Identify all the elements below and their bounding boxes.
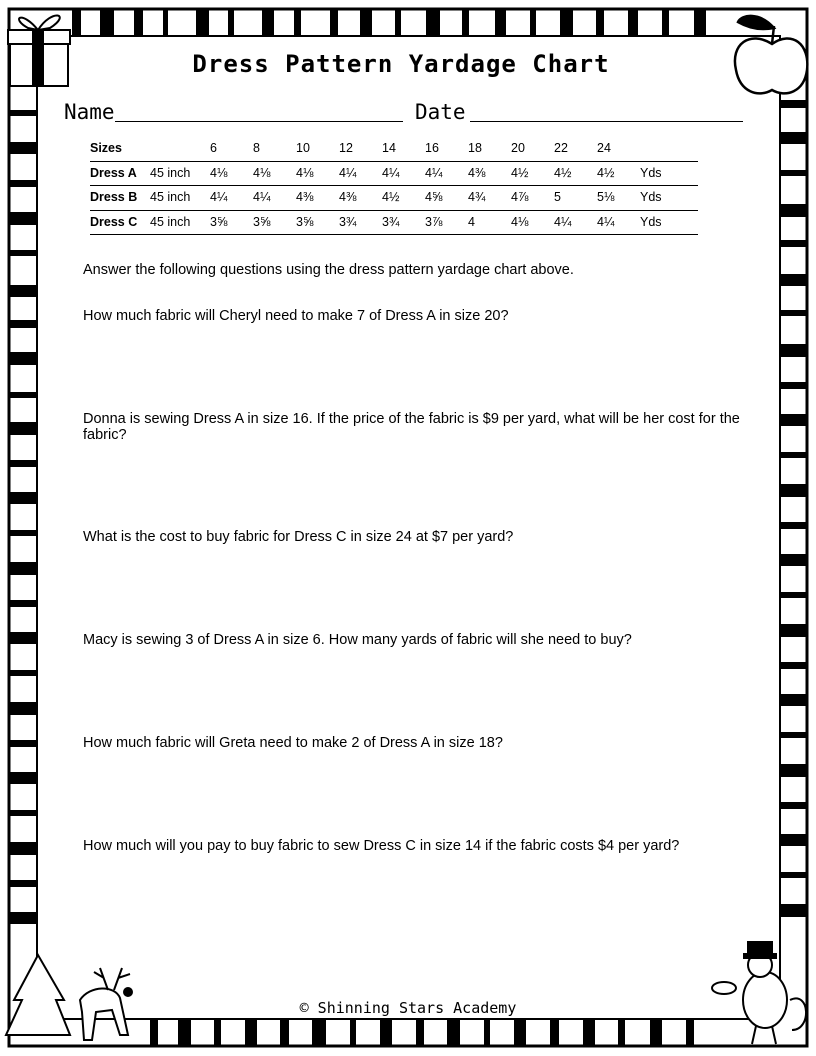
question-3: What is the cost to buy fabric for Dress C in size 24 at $7 per yard? <box>83 529 514 545</box>
chart-row-dress-b <box>90 186 698 211</box>
question-4: Macy is sewing 3 of Dress A in size 6. How many yards of fabric will she need to buy? <box>83 632 632 648</box>
size-header: 16 <box>425 141 439 155</box>
yardage-cell: 3¾ <box>339 214 357 229</box>
yardage-cell: 3⅝ <box>296 214 314 229</box>
yardage-cell: 5⅛ <box>597 190 615 204</box>
name-field[interactable] <box>115 121 403 122</box>
size-header: 12 <box>339 141 353 155</box>
yardage-cell: 4½ <box>382 190 400 204</box>
question-2: Donna is sewing Dress A in size 16. If the price of the fabric is $9 per yard, what will be her cost for the fabric? <box>83 411 740 443</box>
footer-credit: © Shinning Stars Academy <box>299 999 517 1017</box>
size-header: 18 <box>468 141 482 155</box>
size-header: 14 <box>382 141 396 155</box>
yardage-cell: 4⅜ <box>468 165 486 180</box>
yardage-cell: 4¼ <box>339 165 357 180</box>
question-6: How much will you pay to buy fabric to sew Dress C in size 14 if the fabric costs $4 per yard? <box>83 838 680 854</box>
yardage-cell: 4⅜ <box>339 190 357 204</box>
yardage-cell: 4⅜ <box>296 190 314 204</box>
yardage-cell: 4⅝ <box>425 190 443 204</box>
size-header: 20 <box>511 141 525 155</box>
size-header: 10 <box>296 141 310 155</box>
yardage-cell: 4⅞ <box>511 190 529 204</box>
chart-row-dress-a <box>90 162 698 187</box>
sizes-header: Sizes <box>90 141 122 155</box>
dress-name: Dress C <box>90 214 138 229</box>
unit-label: Yds <box>640 214 662 229</box>
turkey-pilgrim-icon <box>712 942 806 1044</box>
unit-label: Yds <box>640 165 662 180</box>
yardage-cell: 3⅝ <box>253 214 271 229</box>
question-1: How much fabric will Cheryl need to make 7 of Dress A in size 20? <box>83 308 509 324</box>
yardage-cell: 4¼ <box>210 190 228 204</box>
unit-label: Yds <box>640 190 662 204</box>
yardage-cell: 3¾ <box>382 214 400 229</box>
yardage-cell: 5 <box>554 190 561 204</box>
fabric-width: 45 inch <box>150 214 191 229</box>
chart-header-row <box>90 137 698 162</box>
yardage-chart <box>90 137 698 235</box>
yardage-cell: 4⅛ <box>253 165 271 180</box>
yardage-cell: 4¼ <box>425 165 443 180</box>
yardage-cell: 4¼ <box>554 214 572 229</box>
yardage-cell: 4½ <box>597 165 615 180</box>
size-header: 8 <box>253 141 260 155</box>
yardage-cell: 4¾ <box>468 190 486 204</box>
reindeer-tree-icon <box>6 955 132 1040</box>
yardage-cell: 4½ <box>511 165 529 180</box>
chart-row-dress-c <box>90 211 698 236</box>
yardage-cell: 3⅞ <box>425 214 443 229</box>
yardage-cell: 4¼ <box>382 165 400 180</box>
dress-name: Dress B <box>90 190 138 204</box>
size-header: 24 <box>597 141 611 155</box>
question-5: How much fabric will Greta need to make 2 of Dress A in size 18? <box>83 735 503 751</box>
date-label: Date <box>415 100 466 124</box>
yardage-cell: 3⅝ <box>210 214 228 229</box>
yardage-cell: 4½ <box>554 165 572 180</box>
size-header: 22 <box>554 141 568 155</box>
yardage-cell: 4¼ <box>253 190 271 204</box>
fabric-width: 45 inch <box>150 190 191 204</box>
yardage-cell: 4⅛ <box>511 214 529 229</box>
page-title: Dress Pattern Yardage Chart <box>192 50 610 78</box>
instructions: Answer the following questions using the dress pattern yardage chart above. <box>83 262 574 278</box>
yardage-cell: 4⅛ <box>296 165 314 180</box>
fabric-width: 45 inch <box>150 165 191 180</box>
dress-name: Dress A <box>90 165 137 180</box>
yardage-cell: 4 <box>468 214 475 229</box>
date-field[interactable] <box>470 121 743 122</box>
size-header: 6 <box>210 141 217 155</box>
yardage-cell: 4⅛ <box>210 165 228 180</box>
yardage-cell: 4¼ <box>597 214 615 229</box>
name-label: Name <box>64 100 115 124</box>
